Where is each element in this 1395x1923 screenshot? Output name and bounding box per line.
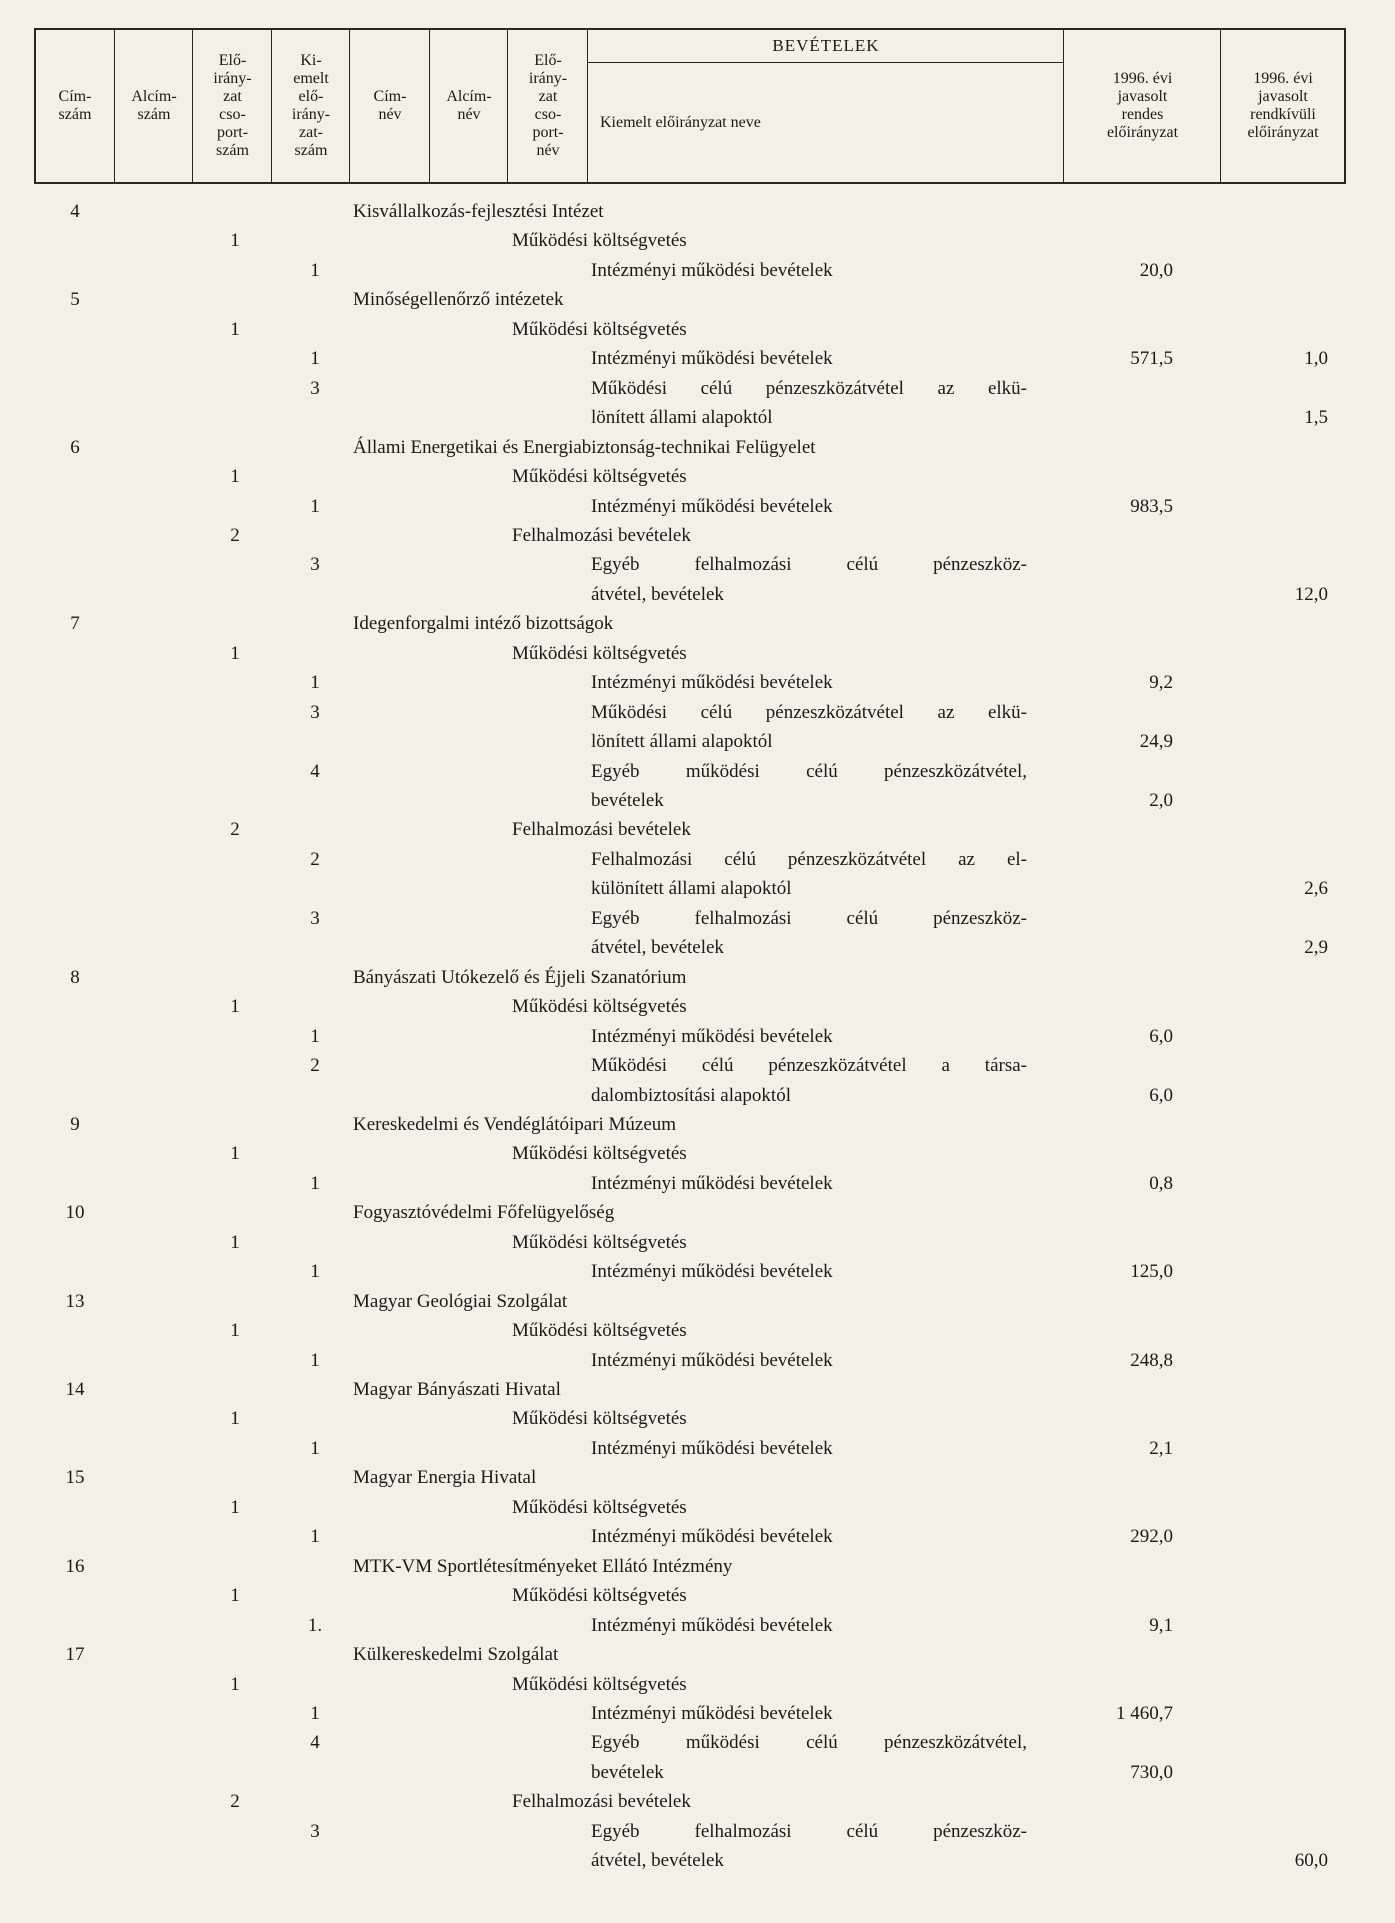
table-row: [0, 963, 1395, 992]
row-label: Állami Energetikai és Energiabiztonság-technikai Felügyelet: [353, 436, 816, 458]
row-number: 3: [310, 1820, 320, 1842]
row-label: Magyar Geológiai Szolgálat: [353, 1290, 568, 1312]
row-number: 1: [310, 1172, 320, 1194]
row-number: 1: [230, 1585, 240, 1607]
row-label: Intézményi működési bevételek: [591, 1526, 833, 1548]
table-row: [0, 1022, 1395, 1051]
table-row: [0, 992, 1395, 1021]
row-label: Intézményi működési bevételek: [591, 672, 833, 694]
row-number: 1: [310, 259, 320, 281]
row-label: Magyar Energia Hivatal: [353, 1467, 537, 1489]
rendes-value: 730,0: [1130, 1761, 1173, 1783]
row-label: bevételek: [591, 1761, 664, 1783]
header-alcim-szam: Alcím- szám: [114, 30, 193, 182]
row-label: átvétel, bevételek: [591, 1850, 724, 1872]
row-number: 3: [310, 701, 320, 723]
table-row: [0, 1611, 1395, 1640]
table-row: [0, 1493, 1395, 1522]
row-label: Kereskedelmi és Vendéglátóipari Múzeum: [353, 1113, 677, 1135]
header-alcim-nev: Alcím- név: [429, 30, 508, 182]
table-row: [0, 226, 1395, 255]
table-row: [0, 1051, 1395, 1080]
row-label: Intézményi működési bevételek: [591, 495, 833, 517]
table-row: [0, 1728, 1395, 1757]
row-label: Működési költségvetés: [512, 1408, 687, 1430]
row-label: különített állami alapoktól: [591, 878, 792, 900]
table-row: [0, 403, 1395, 432]
row-label: Intézményi működési bevételek: [591, 1614, 833, 1636]
table-row: [0, 904, 1395, 933]
row-number: 1: [310, 495, 320, 517]
row-label: Fogyasztóvédelmi Főfelügyelőség: [353, 1202, 615, 1224]
table-row: [0, 815, 1395, 844]
table-row: [0, 609, 1395, 638]
table-row: [0, 1404, 1395, 1433]
header-bevetelek: [587, 30, 1064, 182]
rendes-value: 1 460,7: [1116, 1702, 1173, 1724]
row-number: 1: [230, 996, 240, 1018]
rendes-value: 292,0: [1130, 1526, 1173, 1548]
table-row: [0, 1699, 1395, 1728]
table-row: [0, 668, 1395, 697]
header-eloiranyzat-csoport-nev: Elő- irány- zat cso- port- név: [507, 30, 588, 182]
row-label: Külkereskedelmi Szolgálat: [353, 1644, 559, 1666]
row-label: Egyéb felhalmozási célú pénzeszköz-: [591, 554, 1027, 576]
table-row: [0, 1581, 1395, 1610]
row-label: átvétel, bevételek: [591, 583, 724, 605]
table-row: [0, 1139, 1395, 1168]
table-row: [0, 845, 1395, 874]
table-row: [0, 1228, 1395, 1257]
row-number: 1: [230, 1320, 240, 1342]
table-row: [0, 256, 1395, 285]
row-number: 8: [70, 966, 80, 988]
row-label: Bányászati Utókezelő és Éjjeli Szanatórium: [353, 966, 687, 988]
row-number: 1: [310, 1349, 320, 1371]
row-label: Működési célú pénzeszközátvétel az elkü-: [591, 377, 1027, 399]
row-number: 3: [310, 377, 320, 399]
row-label: Működési költségvetés: [512, 1585, 687, 1607]
rendes-value: 571,5: [1130, 348, 1173, 370]
row-number: 1: [230, 1673, 240, 1695]
row-number: 1: [230, 1408, 240, 1430]
row-number: 9: [70, 1113, 80, 1135]
row-number: 1: [230, 1496, 240, 1518]
row-number: 1: [310, 1526, 320, 1548]
rendes-value: 9,2: [1149, 672, 1173, 694]
row-label: Egyéb működési célú pénzeszközátvétel,: [591, 760, 1027, 782]
table-row: [0, 433, 1395, 462]
row-number: 16: [65, 1555, 85, 1577]
table-row: [0, 1081, 1395, 1110]
row-label: Működési célú pénzeszközátvétel a társa-: [591, 1055, 1027, 1077]
table-row: [0, 1670, 1395, 1699]
row-label: Intézményi működési bevételek: [591, 1172, 833, 1194]
row-label: Idegenforgalmi intéző bizottságok: [353, 613, 614, 635]
row-number: 1: [310, 348, 320, 370]
rendes-value: 9,1: [1149, 1614, 1173, 1636]
row-label: Felhalmozási bevételek: [512, 819, 691, 841]
row-label: Intézményi működési bevételek: [591, 1702, 833, 1724]
header-rendes-eloiranyzat: 1996. évi javasolt rendes előirányzat: [1063, 30, 1221, 182]
table-row: [0, 1316, 1395, 1345]
row-label: Működési költségvetés: [512, 466, 687, 488]
row-number: 1: [230, 230, 240, 252]
rendes-value: 24,9: [1139, 731, 1173, 753]
rendes-value: 6,0: [1149, 1084, 1173, 1106]
row-label: lönített állami alapoktól: [591, 407, 773, 429]
table-row: [0, 521, 1395, 550]
row-number: 17: [65, 1644, 85, 1666]
rendkivuli-value: 60,0: [1294, 1850, 1328, 1872]
header-bevetelek-title: BEVÉTELEK: [588, 30, 1064, 63]
rendkivuli-value: 12,0: [1294, 583, 1328, 605]
header-eloiranyzat-csoport-szam: Elő- irány- zat cso- port- szám: [192, 30, 272, 182]
row-number: 3: [310, 907, 320, 929]
row-label: Felhalmozási bevételek: [512, 1791, 691, 1813]
table-row: [0, 1287, 1395, 1316]
row-number: 10: [65, 1202, 85, 1224]
table-row: [0, 374, 1395, 403]
row-number: 2: [230, 524, 240, 546]
row-number: 4: [70, 201, 80, 222]
row-number: 1: [230, 1231, 240, 1253]
row-number: 2: [310, 1055, 320, 1077]
row-number: 1: [230, 318, 240, 340]
table-row: [0, 1758, 1395, 1787]
table-row: [0, 1169, 1395, 1198]
row-number: 1: [310, 1702, 320, 1724]
header-kiemelt-eloiranyzat-szam: Ki- emelt elő- irány- zat- szám: [271, 30, 350, 182]
row-label: Felhalmozási bevételek: [512, 524, 691, 546]
rendkivuli-value: 1,0: [1304, 348, 1328, 370]
row-label: Kisvállalkozás-fejlesztési Intézet: [353, 201, 604, 222]
row-number: 3: [310, 554, 320, 576]
header-rendkivuli-eloiranyzat: 1996. évi javasolt rendkívüli előirányzat: [1220, 30, 1345, 182]
rendkivuli-value: 2,6: [1304, 878, 1328, 900]
row-number: 4: [310, 760, 320, 782]
rendes-value: 2,1: [1149, 1437, 1173, 1459]
table-row: [0, 315, 1395, 344]
table-row: [0, 344, 1395, 373]
table-row: [0, 786, 1395, 815]
row-label: Intézményi működési bevételek: [591, 1349, 833, 1371]
rendes-value: 0,8: [1149, 1172, 1173, 1194]
row-number: 14: [65, 1379, 85, 1400]
row-label: Intézményi működési bevételek: [591, 1261, 833, 1283]
row-label: Intézményi működési bevételek: [591, 348, 833, 370]
row-number: 7: [70, 613, 80, 635]
row-label: Működési költségvetés: [512, 230, 687, 252]
rendkivuli-value: 1,5: [1304, 407, 1328, 429]
table-row: [0, 1846, 1395, 1875]
table-row: [0, 933, 1395, 962]
row-label: Felhalmozási célú pénzeszközátvétel az el-: [591, 848, 1027, 870]
rendes-value: 983,5: [1130, 495, 1173, 517]
row-number: 2: [230, 1791, 240, 1813]
table-row: [0, 1640, 1395, 1669]
row-label: Működési költségvetés: [512, 1320, 687, 1342]
table-row: [0, 1787, 1395, 1816]
table-row: [0, 1198, 1395, 1227]
row-number: 2: [230, 819, 240, 841]
row-label: Egyéb működési célú pénzeszközátvétel,: [591, 1732, 1027, 1754]
row-number: 13: [65, 1290, 85, 1312]
table-row: [0, 698, 1395, 727]
table-row: [0, 197, 1395, 226]
rendkivuli-value: 2,9: [1304, 937, 1328, 959]
table-row: [0, 1434, 1395, 1463]
row-label: Minőségellenőrző intézetek: [353, 289, 564, 311]
row-label: bevételek: [591, 790, 664, 811]
row-label: Magyar Bányászati Hivatal: [353, 1379, 561, 1400]
row-number: 15: [65, 1467, 85, 1489]
table-row: [0, 1110, 1395, 1139]
header-cim-szam: Cím- szám: [58, 88, 92, 123]
row-number: 1: [310, 672, 320, 694]
row-number: 5: [70, 289, 80, 311]
table-row: [0, 550, 1395, 579]
table-header: [34, 28, 1346, 184]
rendes-value: 20,0: [1139, 259, 1173, 281]
table-row: [0, 1552, 1395, 1581]
row-label: Egyéb felhalmozási célú pénzeszköz-: [591, 1820, 1027, 1842]
table-row: [0, 285, 1395, 314]
table-row: [0, 1375, 1395, 1404]
row-number: 1: [230, 642, 240, 664]
table-row: [0, 462, 1395, 491]
rendes-value: 2,0: [1149, 790, 1173, 811]
rendes-value: 125,0: [1130, 1261, 1173, 1283]
row-label: Működési költségvetés: [512, 318, 687, 340]
row-label: Működési költségvetés: [512, 1143, 687, 1165]
table-row: [0, 727, 1395, 756]
rendes-value: 6,0: [1149, 1025, 1173, 1047]
row-number: 2: [310, 848, 320, 870]
row-number: 1: [310, 1261, 320, 1283]
row-label: Működési költségvetés: [512, 996, 687, 1018]
table-row: [0, 1257, 1395, 1286]
row-number: 1: [310, 1437, 320, 1459]
row-number: 1: [230, 1143, 240, 1165]
table-row: [0, 757, 1395, 786]
table-row: [0, 1817, 1395, 1846]
table-row: [0, 492, 1395, 521]
table-row: [0, 639, 1395, 668]
table-row: [0, 580, 1395, 609]
row-label: átvétel, bevételek: [591, 937, 724, 959]
row-label: lönített állami alapoktól: [591, 731, 773, 753]
row-number: 1.: [307, 1614, 323, 1636]
table-row: [0, 1346, 1395, 1375]
row-label: Intézményi működési bevételek: [591, 259, 833, 281]
row-label: Működési célú pénzeszközátvétel az elkü-: [591, 701, 1027, 723]
row-number: 4: [310, 1732, 320, 1754]
row-label: Intézményi működési bevételek: [591, 1025, 833, 1047]
row-label: dalombiztosítási alapoktól: [591, 1084, 791, 1106]
row-label: Működési költségvetés: [512, 1231, 687, 1253]
header-kiemelt-eloiranyzat-neve: Kiemelt előirányzat neve: [600, 113, 761, 131]
row-label: Működési költségvetés: [512, 1673, 687, 1695]
row-label: Egyéb felhalmozási célú pénzeszköz-: [591, 907, 1027, 929]
row-label: MTK-VM Sportlétesítményeket Ellátó Intézmény: [353, 1555, 733, 1577]
table-row: [0, 874, 1395, 903]
rendes-value: 248,8: [1130, 1349, 1173, 1371]
table-row: [0, 1463, 1395, 1492]
row-label: Működési költségvetés: [512, 1496, 687, 1518]
row-number: 1: [230, 466, 240, 488]
row-number: 6: [70, 436, 80, 458]
row-label: Működési költségvetés: [512, 642, 687, 664]
table-row: [0, 1522, 1395, 1551]
row-label: Intézményi működési bevételek: [591, 1437, 833, 1459]
header-cim-nev: Cím- név: [349, 30, 430, 182]
row-number: 1: [310, 1025, 320, 1047]
